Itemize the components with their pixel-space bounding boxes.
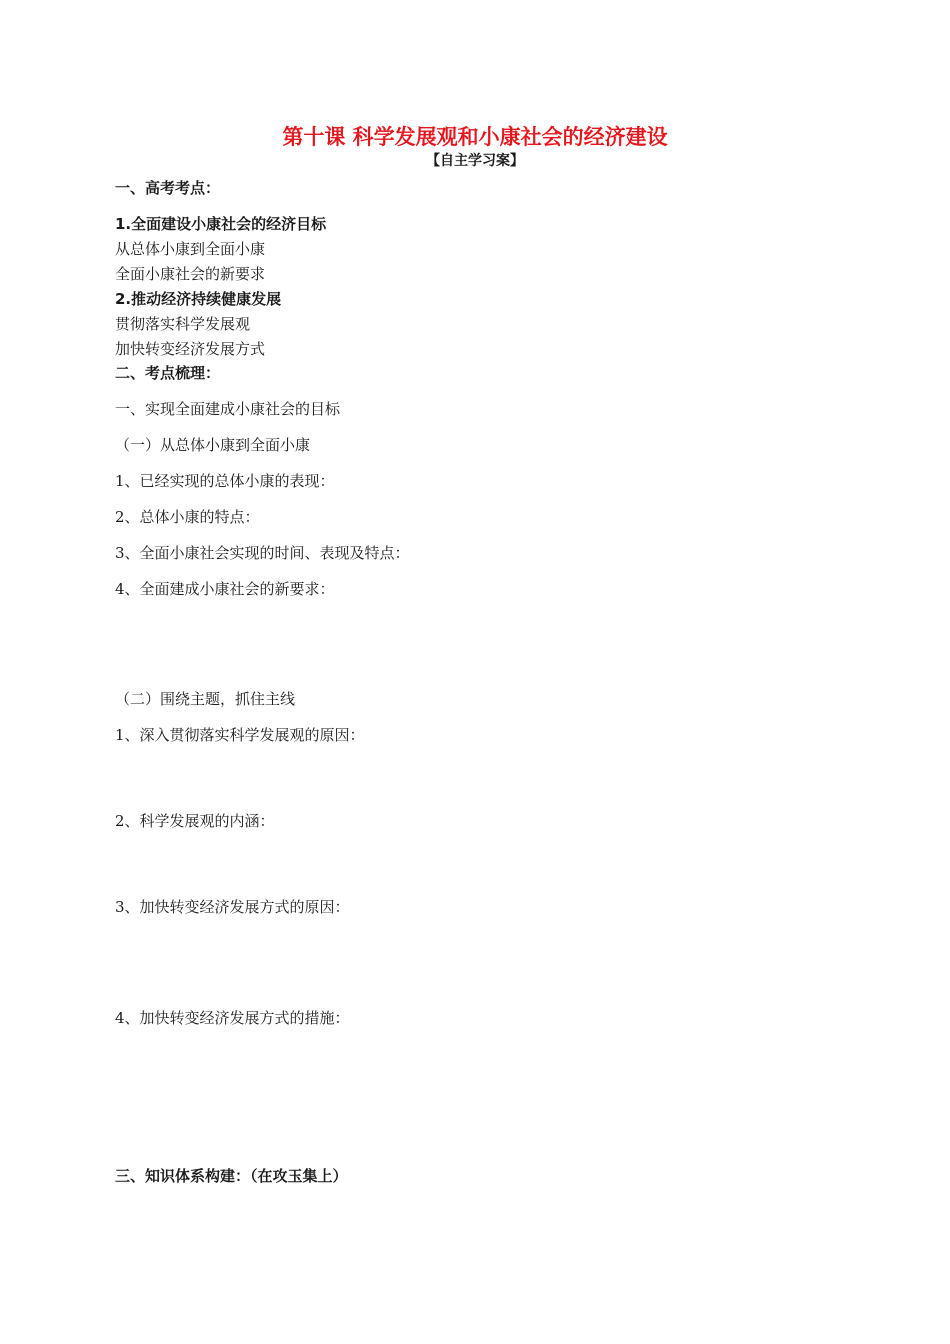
point1-heading: 1.全面建设小康社会的经济目标 <box>115 215 327 233</box>
sub2-item: 2、科学发展观的内涵： <box>115 812 275 830</box>
sub1-item: 3、全面小康社会实现的时间、表现及特点： <box>115 544 410 562</box>
sub2-item: 1、深入贯彻落实科学发展观的原因： <box>115 726 365 744</box>
point1-item: 全面小康社会的新要求 <box>115 265 266 283</box>
section2-heading: 二、考点梳理： <box>115 364 221 382</box>
point2-heading: 2.推动经济持续健康发展 <box>115 290 282 308</box>
document-title: 第十课 科学发展观和小康社会的经济建设 <box>282 125 668 149</box>
point1-item: 从总体小康到全面小康 <box>115 240 266 258</box>
point2-item: 贯彻落实科学发展观 <box>115 315 251 333</box>
section3-heading: 三、知识体系构建：（在攻玉集上） <box>115 1167 348 1185</box>
document-subtitle: 【自主学习案】 <box>426 153 524 169</box>
sub2-item: 4、加快转变经济发展方式的措施： <box>115 1009 350 1027</box>
sub2-item: 3、加快转变经济发展方式的原因： <box>115 898 350 916</box>
sub1-item: 1、已经实现的总体小康的表现： <box>115 472 335 490</box>
part1-heading: 一、实现全面建成小康社会的目标 <box>115 400 341 418</box>
sub1-item: 4、全面建成小康社会的新要求： <box>115 580 335 598</box>
sub1-heading: （一）从总体小康到全面小康 <box>115 436 311 454</box>
section1-heading: 一、高考考点： <box>115 179 221 197</box>
sub1-item: 2、总体小康的特点： <box>115 508 260 526</box>
point2-item: 加快转变经济发展方式 <box>115 340 266 358</box>
sub2-heading: （二）围绕主题，抓住主线 <box>115 690 296 708</box>
